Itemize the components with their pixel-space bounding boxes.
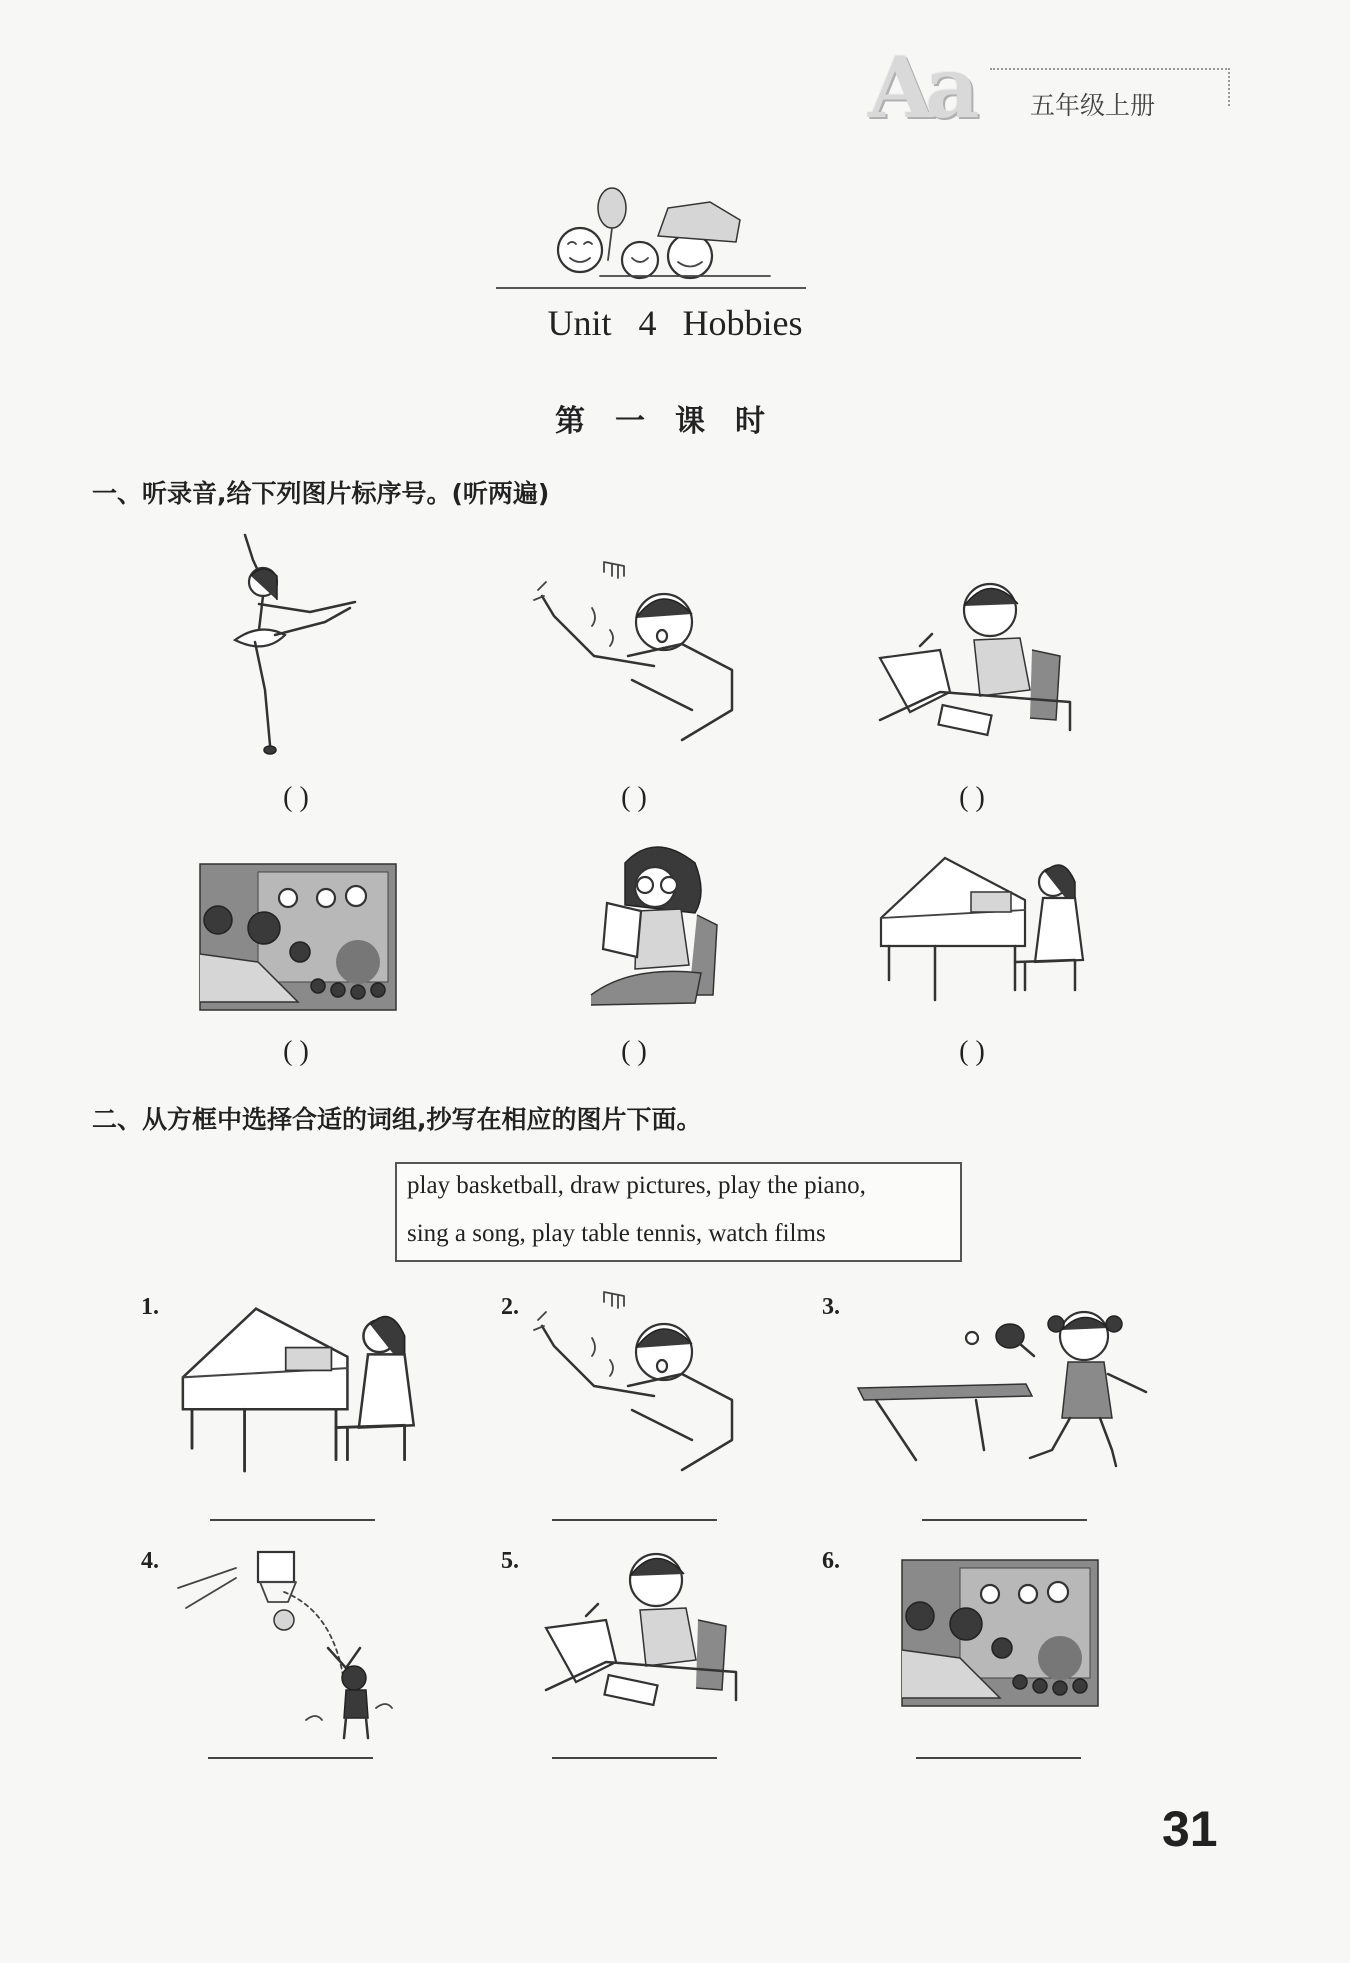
write-line-3[interactable]: [922, 1519, 1087, 1521]
unit-number: Unit 4: [547, 303, 657, 343]
write-line-4[interactable]: [208, 1757, 373, 1759]
answer-blank-4[interactable]: ( ): [283, 1036, 309, 1067]
grade-label: 五年级上册: [1030, 91, 1156, 120]
girl-piano-icon: [875, 850, 1085, 1010]
item-number-2: 2.: [501, 1294, 519, 1320]
word-box-line-1: play basketball, draw pictures, play the piano,: [407, 1172, 866, 1199]
kids-balloon-icon: [540, 180, 790, 290]
boy-drawing-icon: [870, 570, 1070, 770]
cinema-watching-icon: [900, 1558, 1100, 1708]
write-line-1[interactable]: [210, 1519, 375, 1521]
header-logo: Aa: [868, 38, 972, 137]
ballet-dancer-icon: [215, 530, 375, 760]
lesson-title: 第一课时: [555, 404, 795, 439]
answer-blank-2[interactable]: ( ): [621, 782, 647, 813]
cinema-watching-icon: [198, 862, 398, 1012]
unit-title-rule: [496, 287, 806, 289]
answer-blank-1[interactable]: ( ): [283, 782, 309, 813]
word-box-line-2: sing a song, play table tennis, watch films: [407, 1220, 826, 1247]
answer-blank-3[interactable]: ( ): [959, 782, 985, 813]
section2-instruction: 二、从方框中选择合适的词组,抄写在相应的图片下面。: [92, 1105, 702, 1134]
write-line-6[interactable]: [916, 1757, 1081, 1759]
section1-instruction: 一、听录音,给下列图片标序号。(听两遍): [92, 479, 550, 508]
unit-name: Hobbies: [682, 303, 803, 343]
answer-blank-5[interactable]: ( ): [621, 1036, 647, 1067]
girl-table-tennis-icon: [856, 1300, 1156, 1480]
item-number-4: 4.: [141, 1548, 159, 1574]
answer-blank-6[interactable]: ( ): [959, 1036, 985, 1067]
basketball-player-icon: [176, 1548, 416, 1738]
item-number-5: 5.: [501, 1548, 519, 1574]
boy-singing-icon: [532, 1290, 742, 1490]
write-line-2[interactable]: [552, 1519, 717, 1521]
boy-singing-icon: [532, 560, 742, 760]
unit-title: [0, 302, 1350, 344]
girl-piano-icon: [176, 1296, 416, 1486]
item-number-3: 3.: [822, 1294, 840, 1320]
item-number-1: 1.: [141, 1294, 159, 1320]
item-number-6: 6.: [822, 1548, 840, 1574]
girl-reading-icon: [585, 845, 745, 1015]
word-box: [395, 1162, 962, 1262]
write-line-5[interactable]: [552, 1757, 717, 1759]
page-number: 31: [1162, 1801, 1218, 1857]
boy-drawing-icon: [536, 1540, 736, 1740]
